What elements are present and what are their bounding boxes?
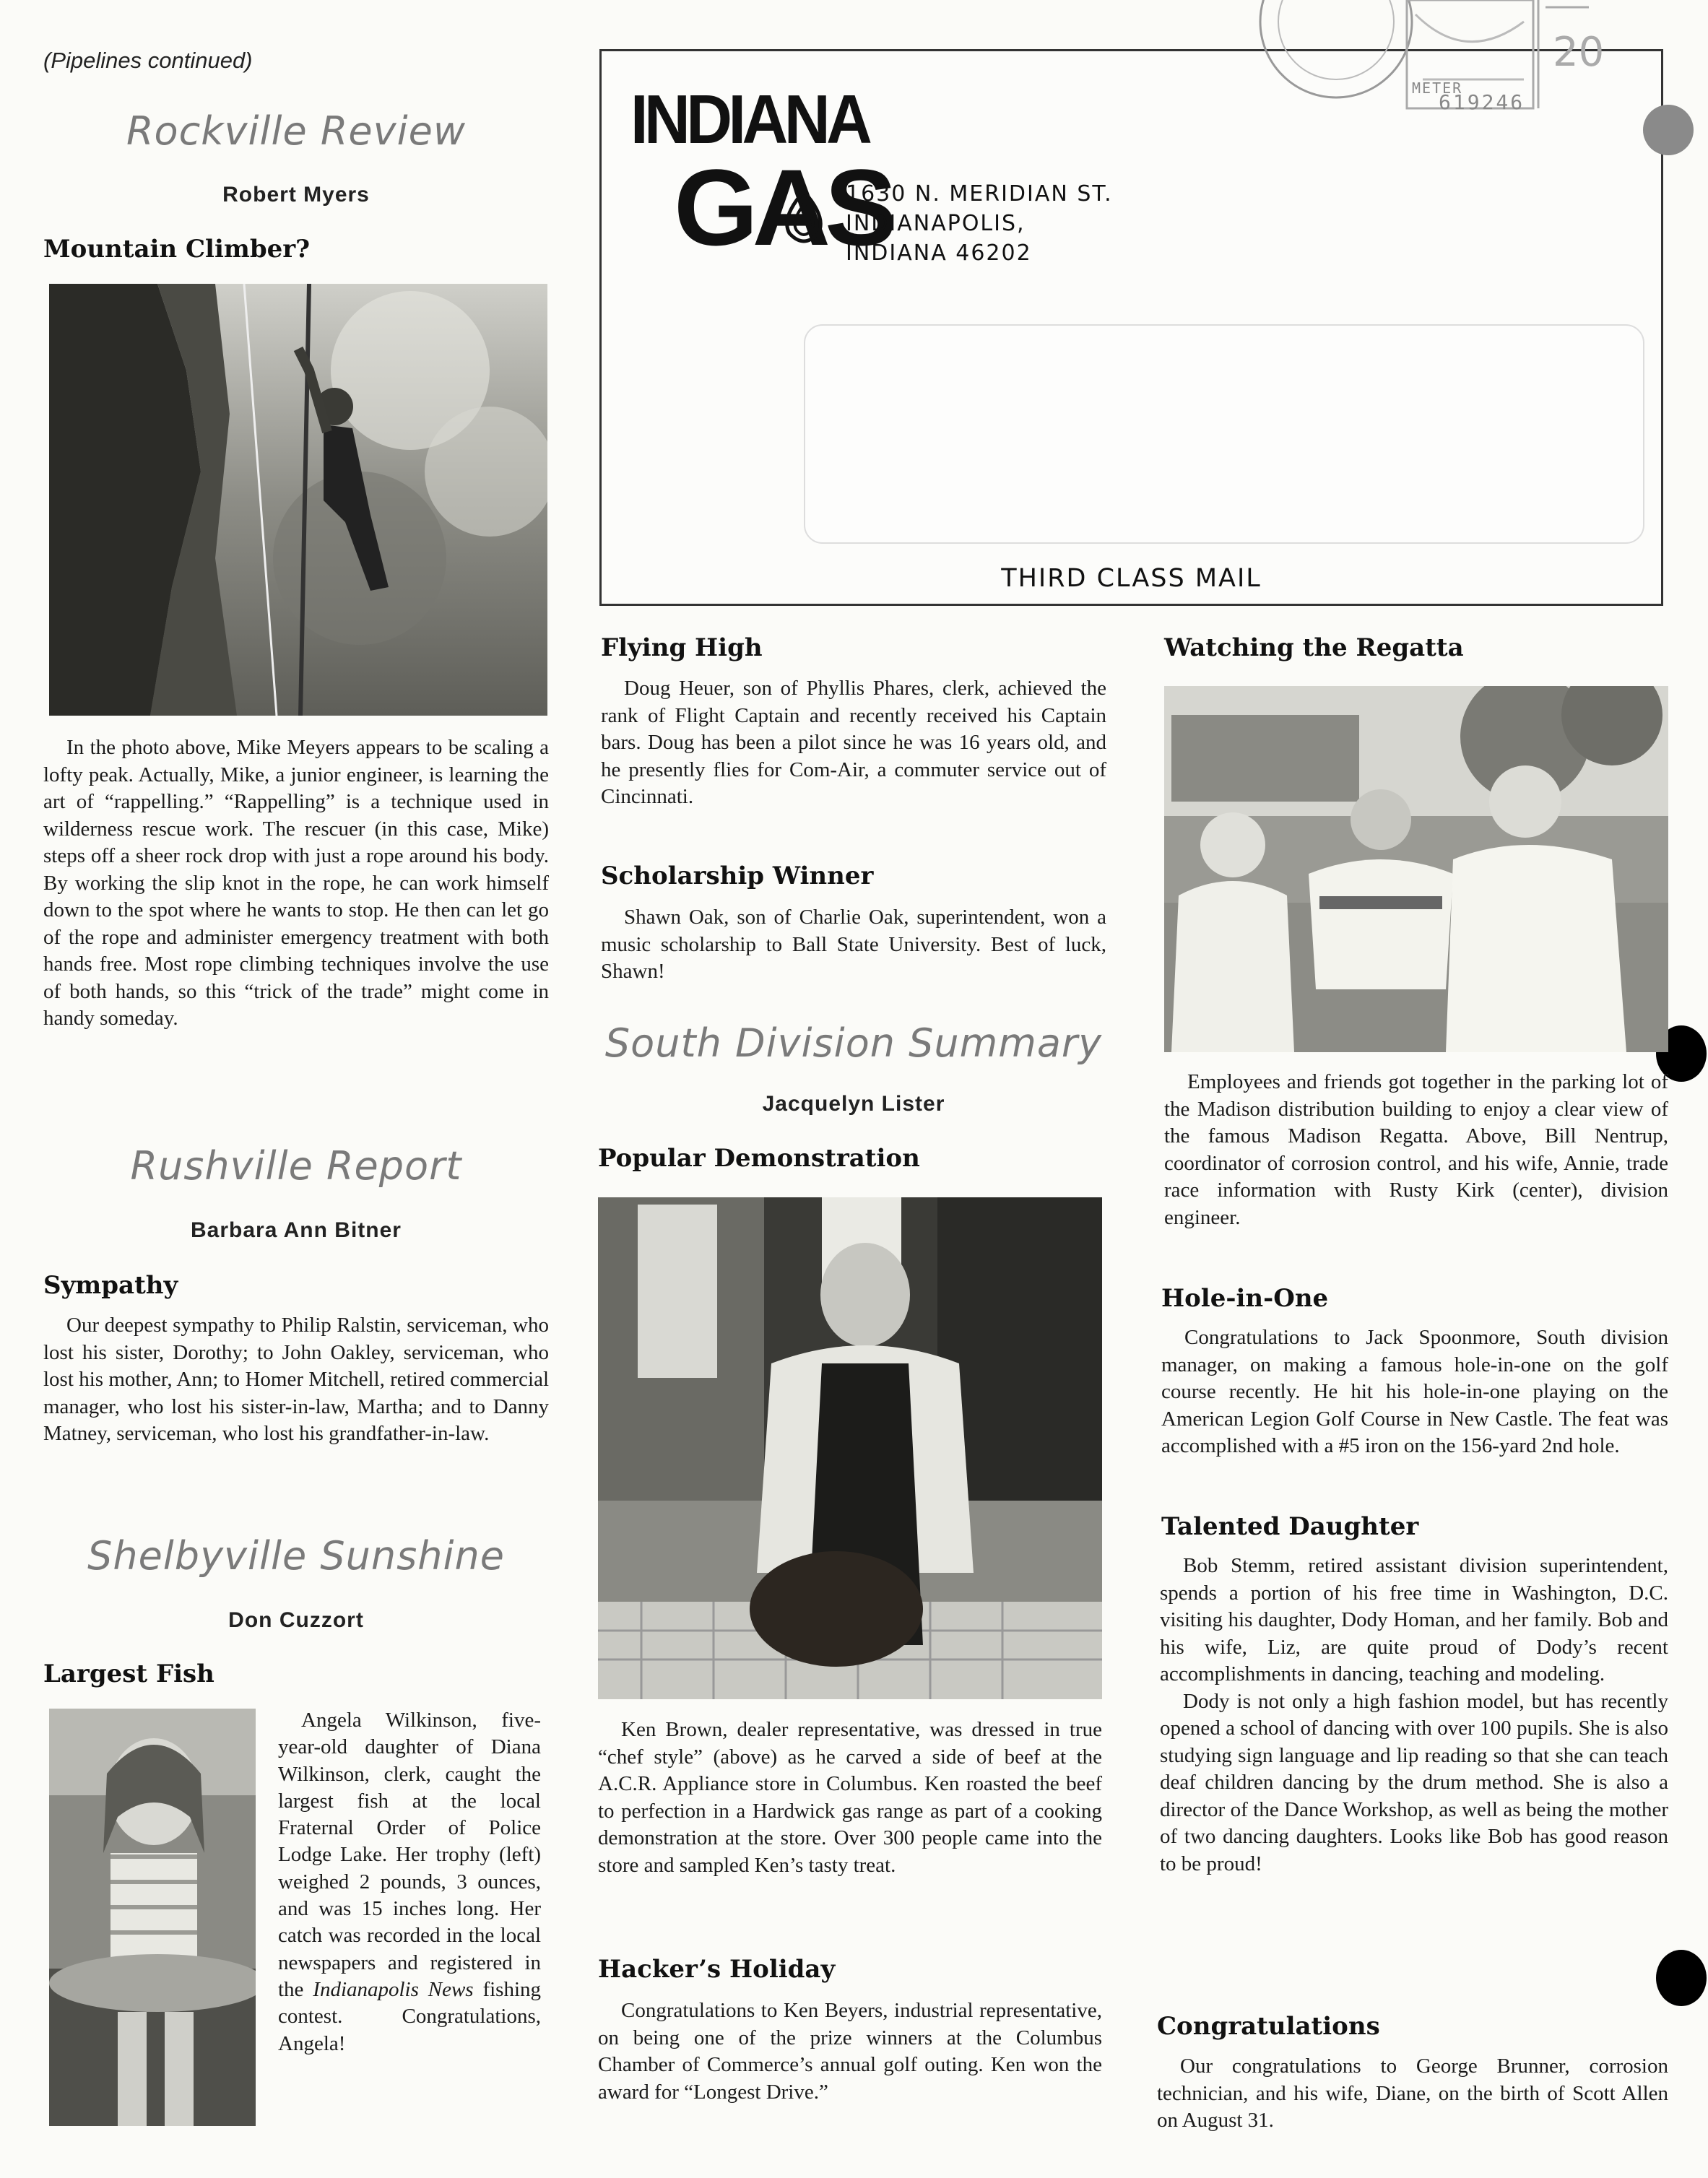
story-mountain-climber bbox=[43, 734, 549, 1033]
story-talented-daughter bbox=[1160, 1553, 1668, 1878]
section-title-rushville: Rushville Report bbox=[130, 1143, 462, 1189]
flame-icon bbox=[775, 188, 833, 246]
headline-largest-fish: Largest Fish bbox=[43, 1659, 214, 1688]
binder-hole bbox=[1656, 1950, 1707, 2006]
logo-gas: GAS bbox=[674, 147, 892, 268]
continued-note: (Pipelines continued) bbox=[43, 48, 253, 73]
binder-hole bbox=[1643, 105, 1694, 155]
story-hole-in-one bbox=[1161, 1324, 1668, 1460]
headline-congratulations: Congratulations bbox=[1157, 2012, 1380, 2041]
story-hackers-holiday bbox=[598, 1997, 1102, 2106]
paragraph: Congratulations to Ken Beyers, industrial representative, on being one of the prize winners at the Columbus Chamber of Commerce’s annual golf outing. Ken won the award for “Longest Drive.” bbox=[598, 1999, 1102, 2104]
return-address bbox=[846, 179, 1113, 268]
meter-label: METER bbox=[1412, 79, 1463, 97]
headline-popular-demo: Popular Demonstration bbox=[598, 1144, 920, 1173]
story-congratulations bbox=[1157, 2053, 1668, 2135]
paragraph: Shawn Oak, son of Charlie Oak, superintendent, won a music scholarship to Ball State University. Best of luck, Shawn! bbox=[601, 906, 1106, 983]
story-regatta bbox=[1164, 1069, 1668, 1231]
headline-flying-high: Flying High bbox=[601, 633, 763, 662]
text-segment: fishing contest. Congratulations, Angela! bbox=[278, 1977, 541, 2055]
paragraph: In the photo above, Mike Meyers appears to be scaling a lofty peak. Actually, Mike, a junior engineer, is learning the art of “rappelling.” “Rappelling” is a technique used in wilderness rescue work. The rescuer (in this case, Mike) steps off a sheer rock drop with just a rope around his body. By working the slip knot in the rope, he can work himself down to the spot where he wants to stop. He then can let go of the rope and administer emergency treatment with both hands free. Most rope climbing techniques involve the use of both hands, so this “trick of the trade” might come in handy someday. bbox=[43, 736, 549, 1030]
headline-hole-in-one: Hole-in-One bbox=[1161, 1284, 1329, 1313]
paragraph: Bob Stemm, retired assistant division superintendent, spends a portion of his free time in Washington, D.C. visiting his daughter, Dody Homan, and her family. Bob and his wife, Liz, are quite proud of Dody’s recent accomplishments in dancing, teaching and modeling. bbox=[1160, 1554, 1668, 1685]
paragraph: Dody is not only a high fashion model, but has recently opened a school of dancing with over 100 pupils. She is also studying sign language and lip reading so that she can teach deaf children dancing by the drum method. She is also a director of the Dance Workshop, as well as being the mother of two dancing daughters. Looks like Bob has good reason to be proud! bbox=[1160, 1689, 1668, 1875]
section-title-rockville: Rockville Review bbox=[126, 108, 466, 154]
mail-class: THIRD CLASS MAIL bbox=[1001, 564, 1262, 593]
story-largest-fish bbox=[278, 1707, 541, 2057]
meter-number: 619246 bbox=[1439, 90, 1525, 114]
paragraph: Our deepest sympathy to Philip Ralstin, serviceman, who lost his sister, Dorothy; to John Oakley, serviceman, who lost his mother, Ann; to Homer Mitchell, retired commercial manager, who lost his sister-in-law, Martha; and to Danny Matney, serviceman, who lost his grandfather-in-law. bbox=[43, 1314, 549, 1445]
postage-amount: 20 bbox=[1553, 29, 1605, 76]
headline-regatta: Watching the Regatta bbox=[1164, 633, 1464, 662]
logo-indiana: INDIANA bbox=[630, 81, 869, 158]
address-line: 1630 N. MERIDIAN ST. bbox=[846, 181, 1113, 207]
headline-talented-daughter: Talented Daughter bbox=[1161, 1512, 1419, 1541]
text-segment: Angela Wilkinson, five-year-old daughter of Diana Wilkinson, clerk, caught the largest fish at the local Fraternal Order of Police Lodge Lake. Her trophy (left) weighed 2 pounds, 3 ounces, and was 15 inches long. Her catch was recorded in the local newspapers and registered in the bbox=[278, 1709, 541, 2001]
paragraph: Ken Brown, dealer representative, was dressed in true “chef style” (above) as he carved a side of beef at the A.C.R. Appliance store in Columbus. Ken roasted the beef to perfection in a Hardwick gas range as part of a cooking demonstration at the store. Over 300 people came into the store and sampled Ken’s tasty treat. bbox=[598, 1718, 1102, 1877]
byline-south-division: Jacquelyn Lister bbox=[762, 1092, 945, 1116]
mailing-envelope bbox=[599, 49, 1663, 606]
paragraph: Employees and friends got together in the parking lot of the Madison distribution building to enjoy a clear view of the famous Madison Regatta. Above, Bill Nentrup, coordinator of corrosion control, and his wife, Annie, trade race information with Rusty Kirk (center), division engineer. bbox=[1164, 1070, 1668, 1229]
headline-sympathy: Sympathy bbox=[43, 1271, 178, 1300]
photo-rappelling bbox=[49, 284, 547, 716]
paragraph: Our congratulations to George Brunner, corrosion technician, and his wife, Diane, on the birth of Scott Allen on August 31. bbox=[1157, 2055, 1668, 2132]
headline-mountain-climber: Mountain Climber? bbox=[43, 235, 311, 264]
story-scholarship bbox=[601, 904, 1106, 986]
address-line: INDIANAPOLIS, bbox=[846, 211, 1026, 236]
postage-meter-stamp bbox=[1249, 0, 1650, 119]
headline-hackers-holiday: Hacker’s Holiday bbox=[598, 1955, 836, 1984]
story-popular-demo bbox=[598, 1717, 1102, 1879]
paragraph: Doug Heuer, son of Phyllis Phares, clerk, achieved the rank of Flight Captain and recently received his Captain bars. Doug has been a pilot since he was 16 years old, and he presently flies for Com-Air, a commuter service out of Cincinnati. bbox=[601, 677, 1106, 808]
photo-girl-with-fish bbox=[49, 1709, 256, 2126]
story-flying-high bbox=[601, 675, 1106, 811]
byline-rockville: Robert Myers bbox=[222, 183, 370, 207]
photo-chef-demonstration bbox=[598, 1197, 1102, 1699]
byline-shelbyville: Don Cuzzort bbox=[228, 1608, 364, 1632]
section-title-south-division: South Division Summary bbox=[604, 1020, 1103, 1066]
paragraph bbox=[278, 1707, 541, 2057]
section-title-shelbyville: Shelbyville Sunshine bbox=[87, 1533, 505, 1579]
address-window bbox=[804, 324, 1644, 544]
paragraph: Congratulations to Jack Spoonmore, South division manager, on making a famous hole-in-one on the golf course recently. He hit his hole-in-one playing on the American Legion Golf Course in New Castle. The feat was accomplished with a #5 iron on the 156-yard 2nd hole. bbox=[1161, 1326, 1668, 1457]
story-sympathy bbox=[43, 1312, 549, 1448]
byline-rushville: Barbara Ann Bitner bbox=[191, 1218, 402, 1242]
publication-name: Indianapolis News bbox=[313, 1977, 474, 2001]
headline-scholarship: Scholarship Winner bbox=[601, 862, 874, 890]
photo-regatta-group bbox=[1164, 686, 1668, 1052]
address-line: INDIANA 46202 bbox=[846, 240, 1032, 266]
indiana-gas-logo bbox=[630, 80, 892, 282]
